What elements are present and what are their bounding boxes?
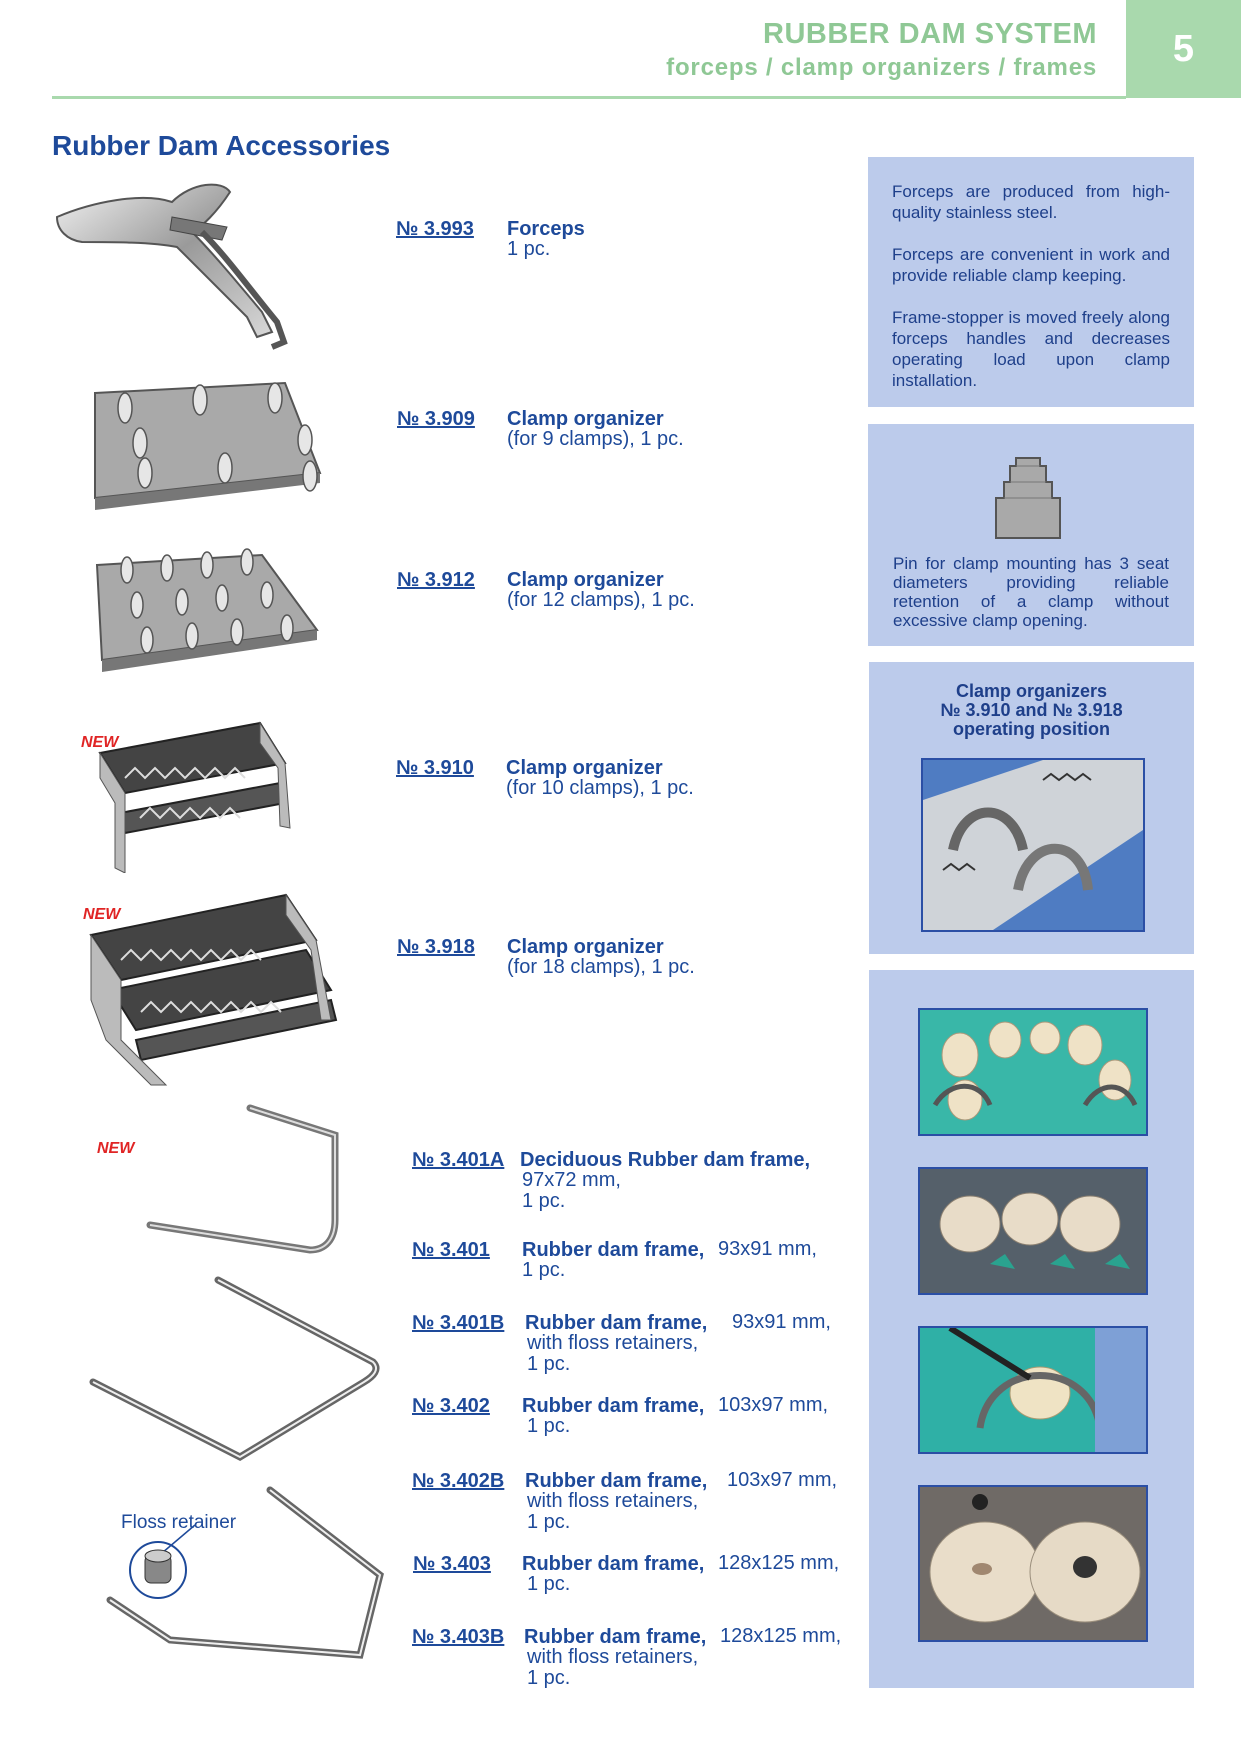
product-name: Clamp organizer: [506, 757, 663, 779]
frame-line: with floss retainers,: [527, 1332, 699, 1354]
frame-size: 103x97 mm,: [727, 1469, 838, 1491]
frame-with-floss-retainer-image: [100, 1480, 390, 1665]
clinical-photo-4: [918, 1485, 1148, 1642]
clinical-photos-panel: [869, 970, 1194, 1688]
product-desc: (for 10 clamps), 1 pc.: [506, 777, 694, 799]
forceps-info-2: Forceps are convenient in work and provide reliable clamp keeping.: [892, 245, 1170, 285]
clamp-organizer-10-image: [95, 718, 295, 873]
frame-name: Rubber dam frame,: [525, 1312, 708, 1334]
frame-line: 1 pc.: [527, 1353, 571, 1375]
frame-size: 93x91 mm,: [718, 1238, 817, 1260]
frame-name: Rubber dam frame,: [522, 1395, 705, 1417]
forceps-info-panel: [868, 157, 1194, 407]
floss-retainer-label: Floss retainer: [121, 1512, 237, 1533]
frame-name: Rubber dam frame,: [522, 1239, 705, 1261]
organizer-panel-heading-2: № 3.910 and № 3.918: [940, 700, 1123, 720]
pin-icon: [992, 456, 1064, 540]
clinical-photo-3: [918, 1326, 1148, 1454]
frame-line: 1 pc.: [527, 1511, 571, 1533]
forceps-image: [52, 172, 302, 362]
forceps-info-3: Frame-stopper is moved freely along forceps handles and decreases operating load upon clamp installation.: [892, 308, 1170, 390]
header-divider: [52, 96, 1126, 99]
frame-code: № 3.401B: [412, 1312, 505, 1334]
section-title: Rubber Dam Accessories: [52, 130, 391, 161]
frame-code: № 3.403B: [412, 1626, 505, 1648]
product-desc: (for 12 clamps), 1 pc.: [507, 589, 695, 611]
organizer-operating-panel: [869, 662, 1194, 954]
rubber-dam-frame-image: [88, 1272, 383, 1467]
product-desc: 1 pc.: [507, 238, 551, 260]
header-title: RUBBER DAM SYSTEM: [763, 18, 1097, 50]
new-badge-3918: NEW: [83, 906, 121, 923]
frame-line: 97x72 mm,: [522, 1169, 621, 1191]
frame-line: 1 pc.: [527, 1573, 571, 1595]
frame-code: № 3.402B: [412, 1470, 505, 1492]
product-desc: (for 9 clamps), 1 pc.: [507, 428, 684, 450]
page-number: 5: [1126, 0, 1241, 98]
frame-size: 128x125 mm,: [720, 1625, 842, 1647]
frame-line: 1 pc.: [522, 1259, 566, 1281]
frame-name: Rubber dam frame,: [524, 1626, 707, 1648]
organizer-panel-heading-1: Clamp organizers: [955, 681, 1108, 701]
product-code: № 3.918: [397, 936, 475, 958]
clamp-organizer-12-image: [92, 540, 322, 675]
forceps-info-1: Forceps are produced from high-quality stainless steel.: [892, 182, 1170, 222]
organizer-panel-heading-3: operating position: [953, 719, 1110, 739]
frame-code: № 3.403: [413, 1553, 491, 1575]
frame-name: Deciduous Rubber dam frame,: [520, 1149, 811, 1171]
frame-size: 103x97 mm,: [718, 1394, 829, 1416]
clinical-photo-2: [918, 1167, 1148, 1295]
frame-code: № 3.402: [412, 1395, 490, 1417]
clamp-organizer-18-image: [86, 890, 341, 1090]
organizer-operating-photo: [921, 758, 1145, 932]
frame-line: with floss retainers,: [527, 1490, 699, 1512]
frame-code: № 3.401A: [412, 1149, 505, 1171]
pin-info-panel: [868, 424, 1194, 646]
clamp-organizer-9-image: [85, 378, 325, 513]
new-badge-3401a: NEW: [97, 1140, 135, 1157]
pin-info-text: Pin for clamp mounting has 3 seat diameters providing reliable retention of a clamp without excessive clamp opening.: [893, 554, 1169, 630]
frame-name: Rubber dam frame,: [525, 1470, 708, 1492]
deciduous-frame-image: [145, 1100, 345, 1265]
header-subtitle: forceps / clamp organizers / frames: [666, 54, 1097, 81]
frame-code: № 3.401: [412, 1239, 490, 1261]
product-code: № 3.993: [396, 218, 474, 240]
frame-line: 1 pc.: [527, 1415, 571, 1437]
product-name: Clamp organizer: [507, 408, 664, 430]
product-code: № 3.910: [396, 757, 474, 779]
product-name: Clamp organizer: [507, 569, 664, 591]
new-badge-3910: NEW: [81, 734, 119, 751]
frame-name: Rubber dam frame,: [522, 1553, 705, 1575]
frame-line: with floss retainers,: [527, 1646, 699, 1668]
product-code: № 3.909: [397, 408, 475, 430]
product-name: Clamp organizer: [507, 936, 664, 958]
frame-line: 1 pc.: [522, 1190, 566, 1212]
clinical-photo-1: [918, 1008, 1148, 1136]
frame-size: 93x91 mm,: [732, 1311, 831, 1333]
product-code: № 3.912: [397, 569, 475, 591]
frame-size: 128x125 mm,: [718, 1552, 840, 1574]
frame-line: 1 pc.: [527, 1667, 571, 1689]
product-desc: (for 18 clamps), 1 pc.: [507, 956, 695, 978]
product-name: Forceps: [507, 218, 585, 240]
